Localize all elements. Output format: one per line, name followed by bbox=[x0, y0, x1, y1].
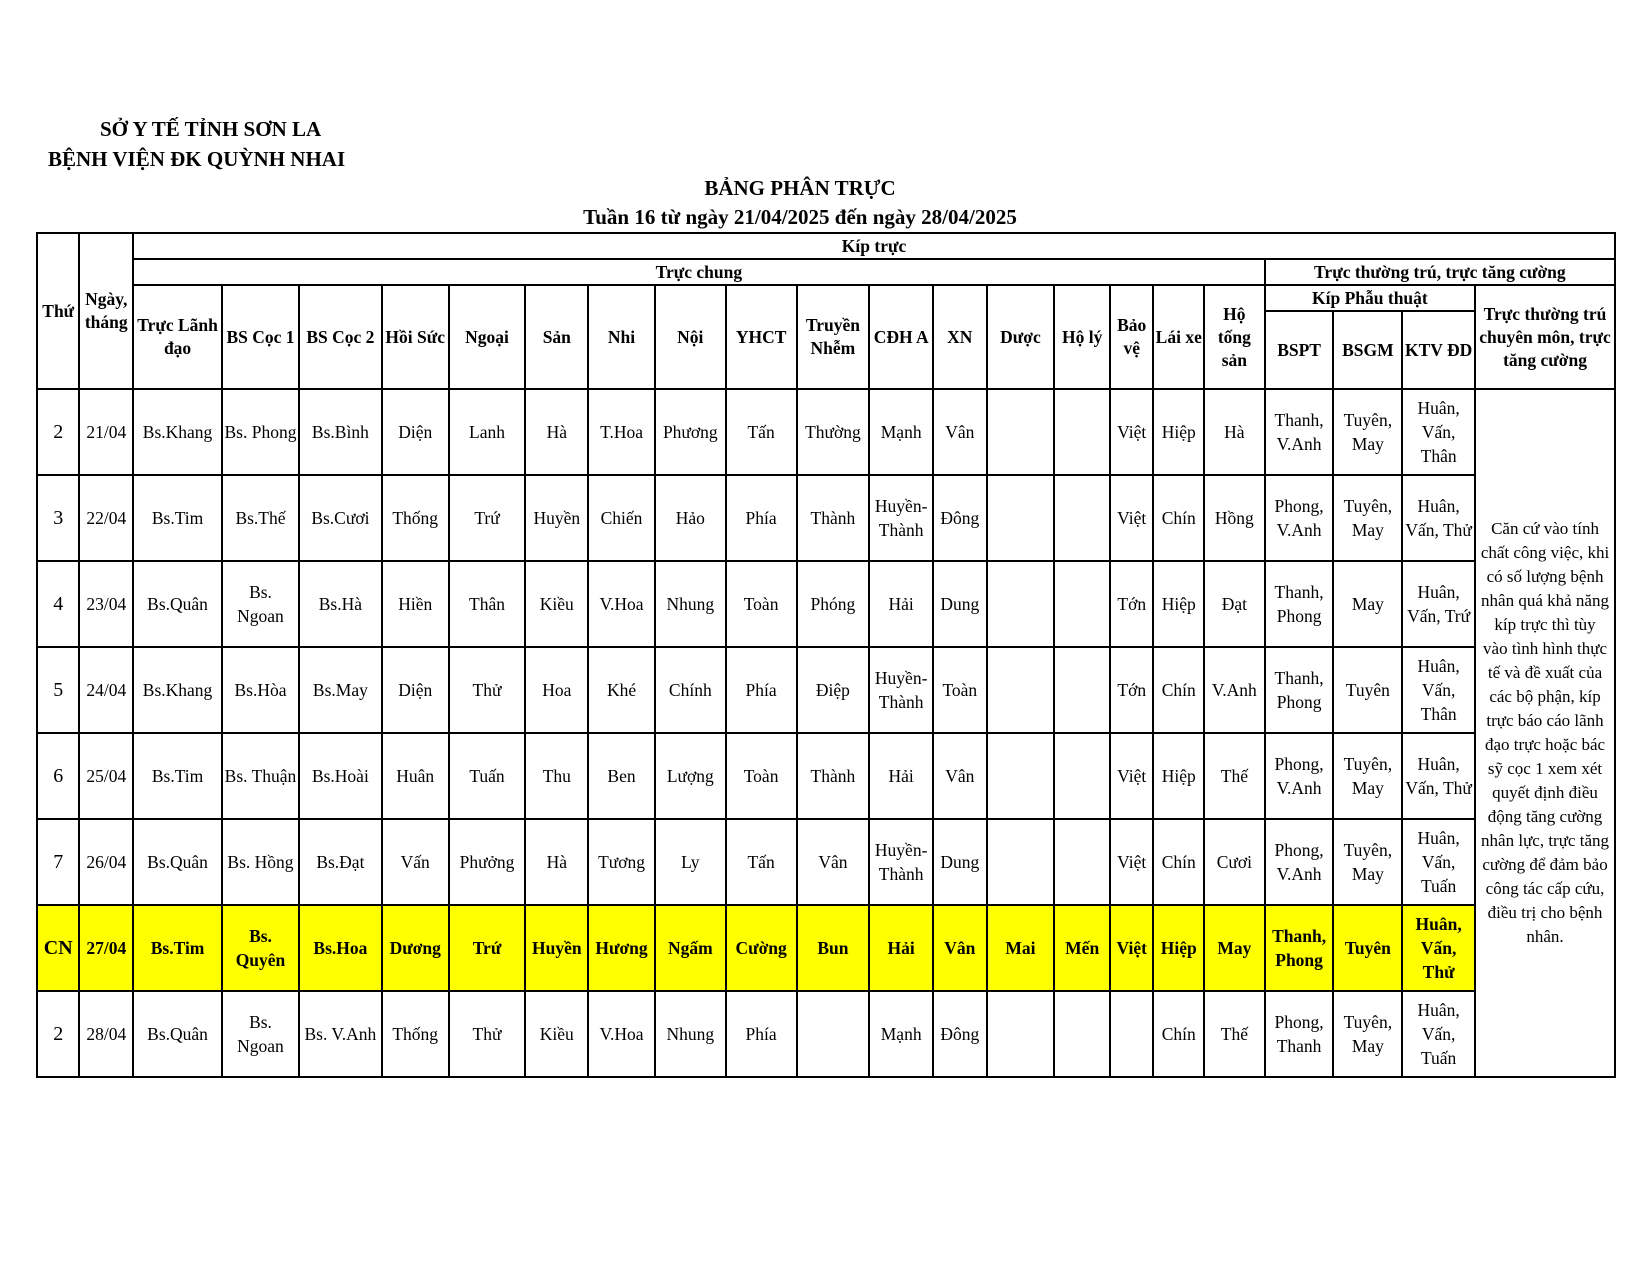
table-cell bbox=[1110, 991, 1153, 1077]
table-cell bbox=[987, 475, 1055, 561]
table-cell: Bs.Hòa bbox=[222, 647, 299, 733]
table-cell: Hiền bbox=[382, 561, 449, 647]
header-col: Truyền Nhễm bbox=[797, 285, 870, 389]
header-col: Ngoại bbox=[449, 285, 526, 389]
cell-ngay: 24/04 bbox=[79, 647, 133, 733]
table-cell: May bbox=[1204, 905, 1265, 991]
table-row bbox=[37, 733, 1615, 819]
cell-ngay: 28/04 bbox=[79, 991, 133, 1077]
cell-thu: CN bbox=[37, 905, 79, 991]
table-cell: Lanh bbox=[449, 389, 526, 475]
pt-cell: Thanh, V.Anh bbox=[1265, 389, 1334, 475]
table-cell: Việt bbox=[1110, 733, 1153, 819]
table-cell: Bs.Khang bbox=[133, 389, 222, 475]
table-cell: Phương bbox=[655, 389, 726, 475]
table-cell: V.Hoa bbox=[588, 561, 655, 647]
table-cell: Bs.Quân bbox=[133, 561, 222, 647]
table-cell: Huyền bbox=[525, 905, 588, 991]
pt-cell: Huân, Vấn, Tuấn bbox=[1402, 819, 1475, 905]
header-col: Trực Lãnh đạo bbox=[133, 285, 222, 389]
table-cell: Bs.Hoa bbox=[299, 905, 382, 991]
pt-cell: Tuyên, May bbox=[1333, 819, 1402, 905]
table-cell: Thân bbox=[449, 561, 526, 647]
org-line-1: SỞ Y TẾ TỈNH SƠN LA bbox=[100, 117, 322, 141]
pt-cell: Phong, V.Anh bbox=[1265, 475, 1334, 561]
cell-thu: 5 bbox=[37, 647, 79, 733]
table-cell: Cường bbox=[726, 905, 797, 991]
table-cell: Mạnh bbox=[869, 389, 933, 475]
pt-cell: Thanh, Phong bbox=[1265, 561, 1334, 647]
table-cell bbox=[987, 991, 1055, 1077]
table-cell: Bs.Khang bbox=[133, 647, 222, 733]
document-subtitle: Tuần 16 từ ngày 21/04/2025 đến ngày 28/04/2025 bbox=[583, 205, 1017, 229]
table-cell: Bs.Thế bbox=[222, 475, 299, 561]
table-cell: V.Hoa bbox=[588, 991, 655, 1077]
table-cell: Hoa bbox=[525, 647, 588, 733]
note-cell: Căn cứ vào tính chất công việc, khi có số lượng bệnh nhân quá khả năng kíp trực thì tùy vào tình hình thực tế và đề xuất của các bộ phận, kíp trực báo cáo lãnh đạo trực hoặc bác sỹ cọc 1 xem xét quyết định điều động tăng cường nhân lực, trực tăng cường để đảm bảo công tác cấp cứu, điều trị cho bệnh nhân. bbox=[1475, 389, 1615, 1077]
table-cell: Vân bbox=[933, 389, 987, 475]
header-col: Hồi Sức bbox=[382, 285, 449, 389]
table-cell bbox=[797, 991, 870, 1077]
header-pt-col: BSGM bbox=[1333, 311, 1402, 389]
table-cell: Diện bbox=[382, 647, 449, 733]
table-cell: Hải bbox=[869, 733, 933, 819]
table-cell: Bs.Quân bbox=[133, 819, 222, 905]
header-col: Nội bbox=[655, 285, 726, 389]
table-cell: Tấn bbox=[726, 819, 797, 905]
table-cell: Hiệp bbox=[1153, 905, 1204, 991]
pt-cell: Tuyên, May bbox=[1333, 475, 1402, 561]
table-cell: Huân bbox=[382, 733, 449, 819]
header-col: BS Cọc 2 bbox=[299, 285, 382, 389]
table-cell: Phía bbox=[726, 475, 797, 561]
cell-thu: 2 bbox=[37, 991, 79, 1077]
table-cell: Toàn bbox=[726, 561, 797, 647]
table-cell bbox=[1054, 561, 1110, 647]
table-cell: Lượng bbox=[655, 733, 726, 819]
table-cell: Kiều bbox=[525, 561, 588, 647]
table-cell: Bs.Quân bbox=[133, 991, 222, 1077]
table-cell: Bs.Tim bbox=[133, 905, 222, 991]
table-cell: Phóng bbox=[797, 561, 870, 647]
table-cell: Tấn bbox=[726, 389, 797, 475]
pt-cell: Huân, Vấn, Trứ bbox=[1402, 561, 1475, 647]
header-kip-phau-thuat: Kíp Phẫu thuật bbox=[1265, 285, 1475, 311]
table-row bbox=[37, 905, 1615, 991]
table-cell: Bs.Tim bbox=[133, 475, 222, 561]
table-cell: Dương bbox=[382, 905, 449, 991]
table-cell: Vân bbox=[933, 733, 987, 819]
table-cell: Vân bbox=[933, 905, 987, 991]
header-kip-truc: Kíp trực bbox=[133, 233, 1615, 259]
table-cell: Bs. Thuận bbox=[222, 733, 299, 819]
pt-cell: Huân, Vấn, Thân bbox=[1402, 647, 1475, 733]
table-cell: Toàn bbox=[726, 733, 797, 819]
cell-ngay: 22/04 bbox=[79, 475, 133, 561]
table-cell: Thành bbox=[797, 475, 870, 561]
table-cell: Bs. Ngoan bbox=[222, 561, 299, 647]
header-col: Lái xe bbox=[1153, 285, 1204, 389]
table-cell: Đông bbox=[933, 991, 987, 1077]
table-cell: Thử bbox=[449, 647, 526, 733]
pt-cell: Huân, Vấn, Tuấn bbox=[1402, 991, 1475, 1077]
cell-thu: 6 bbox=[37, 733, 79, 819]
pt-cell: Huân, Vấn, Thử bbox=[1402, 733, 1475, 819]
cell-ngay: 26/04 bbox=[79, 819, 133, 905]
header-col: Hộ lý bbox=[1054, 285, 1110, 389]
table-cell: Vân bbox=[797, 819, 870, 905]
table-cell: Thế bbox=[1204, 733, 1265, 819]
table-cell: Bs. Ngoan bbox=[222, 991, 299, 1077]
table-cell: Thường bbox=[797, 389, 870, 475]
table-cell: Mạnh bbox=[869, 991, 933, 1077]
header-truc-chung: Trực chung bbox=[133, 259, 1265, 285]
table-cell: Mai bbox=[987, 905, 1055, 991]
table-cell: Tớn bbox=[1110, 561, 1153, 647]
pt-cell: Tuyên, May bbox=[1333, 733, 1402, 819]
document-title: BẢNG PHÂN TRỰC bbox=[704, 176, 896, 200]
pt-cell: Tuyên bbox=[1333, 905, 1402, 991]
table-cell: Tương bbox=[588, 819, 655, 905]
table-cell: Huyền bbox=[525, 475, 588, 561]
table-cell bbox=[1054, 819, 1110, 905]
header-col: Nhi bbox=[588, 285, 655, 389]
table-cell: Trứ bbox=[449, 475, 526, 561]
table-cell: Chiến bbox=[588, 475, 655, 561]
table-cell: Điệp bbox=[797, 647, 870, 733]
cell-thu: 7 bbox=[37, 819, 79, 905]
table-cell: Mến bbox=[1054, 905, 1110, 991]
pt-cell: Tuyên, May bbox=[1333, 389, 1402, 475]
pt-cell: Tuyên, May bbox=[1333, 991, 1402, 1077]
table-cell: Ngấm bbox=[655, 905, 726, 991]
table-row bbox=[37, 819, 1615, 905]
pt-cell: Huân, Vấn, Thử bbox=[1402, 905, 1475, 991]
table-cell: Hiệp bbox=[1153, 389, 1204, 475]
table-cell bbox=[987, 389, 1055, 475]
header-col: Bảo vệ bbox=[1110, 285, 1153, 389]
table-cell: Hải bbox=[869, 905, 933, 991]
table-cell: Hà bbox=[1204, 389, 1265, 475]
cell-ngay: 21/04 bbox=[79, 389, 133, 475]
pt-cell: Huân, Vấn, Thân bbox=[1402, 389, 1475, 475]
table-cell: T.Hoa bbox=[588, 389, 655, 475]
table-cell: Thu bbox=[525, 733, 588, 819]
table-cell bbox=[1054, 475, 1110, 561]
table-cell: Vấn bbox=[382, 819, 449, 905]
table-cell bbox=[987, 561, 1055, 647]
table-cell: Tớn bbox=[1110, 647, 1153, 733]
table-cell: Bs. V.Anh bbox=[299, 991, 382, 1077]
table-cell: Hương bbox=[588, 905, 655, 991]
table-cell: Thử bbox=[449, 991, 526, 1077]
header-ngay: Ngày, tháng bbox=[79, 233, 133, 389]
header-col: BS Cọc 1 bbox=[222, 285, 299, 389]
table-cell: Hảo bbox=[655, 475, 726, 561]
table-row bbox=[37, 475, 1615, 561]
table-cell: Phía bbox=[726, 991, 797, 1077]
table-cell: Hồng bbox=[1204, 475, 1265, 561]
header-pt-col: BSPT bbox=[1265, 311, 1334, 389]
pt-cell: Tuyên bbox=[1333, 647, 1402, 733]
table-cell: Diện bbox=[382, 389, 449, 475]
pt-cell: Phong, V.Anh bbox=[1265, 819, 1334, 905]
table-cell: Hải bbox=[869, 561, 933, 647]
table-cell bbox=[1054, 733, 1110, 819]
table-cell: Bs.Bình bbox=[299, 389, 382, 475]
pt-cell: Huân, Vấn, Thử bbox=[1402, 475, 1475, 561]
header-col: CĐH A bbox=[869, 285, 933, 389]
pt-cell: May bbox=[1333, 561, 1402, 647]
cell-thu: 4 bbox=[37, 561, 79, 647]
table-cell: Huyền- Thành bbox=[869, 475, 933, 561]
table-cell: Hà bbox=[525, 389, 588, 475]
table-cell: Bs.Tim bbox=[133, 733, 222, 819]
table-cell: Chín bbox=[1153, 647, 1204, 733]
pt-cell: Phong, V.Anh bbox=[1265, 733, 1334, 819]
table-cell: Bs.Hoài bbox=[299, 733, 382, 819]
table-cell: V.Anh bbox=[1204, 647, 1265, 733]
table-cell: Dung bbox=[933, 819, 987, 905]
table-cell: Cươi bbox=[1204, 819, 1265, 905]
table-cell: Đông bbox=[933, 475, 987, 561]
table-cell: Kiều bbox=[525, 991, 588, 1077]
table-cell bbox=[1054, 389, 1110, 475]
table-cell bbox=[987, 819, 1055, 905]
table-cell: Bs.Cươi bbox=[299, 475, 382, 561]
table-cell: Bs.Đạt bbox=[299, 819, 382, 905]
table-cell: Thành bbox=[797, 733, 870, 819]
table-cell: Chín bbox=[1153, 475, 1204, 561]
table-cell: Phía bbox=[726, 647, 797, 733]
table-cell: Huyền- Thành bbox=[869, 819, 933, 905]
table-cell: Chín bbox=[1153, 819, 1204, 905]
table-cell: Ly bbox=[655, 819, 726, 905]
header-chuyen-mon: Trực thường trú chuyên môn, trực tăng cường bbox=[1475, 285, 1615, 389]
table-cell: Bs.Hà bbox=[299, 561, 382, 647]
cell-ngay: 23/04 bbox=[79, 561, 133, 647]
table-cell: Thống bbox=[382, 475, 449, 561]
table-cell: Bs.May bbox=[299, 647, 382, 733]
pt-cell: Phong, Thanh bbox=[1265, 991, 1334, 1077]
org-line-2: BỆNH VIỆN ĐK QUỲNH NHAI bbox=[48, 147, 346, 171]
pt-cell: Thanh, Phong bbox=[1265, 647, 1334, 733]
table-cell bbox=[1054, 991, 1110, 1077]
table-cell: Toàn bbox=[933, 647, 987, 733]
table-cell: Tuấn bbox=[449, 733, 526, 819]
header-col: Hộ tống sản bbox=[1204, 285, 1265, 389]
table-cell: Ben bbox=[588, 733, 655, 819]
header-col: YHCT bbox=[726, 285, 797, 389]
header-truc-thuong-tru: Trực thường trú, trực tăng cường bbox=[1265, 259, 1615, 285]
table-cell: Thế bbox=[1204, 991, 1265, 1077]
table-cell: Bs. Hồng bbox=[222, 819, 299, 905]
table-cell: Hà bbox=[525, 819, 588, 905]
table-cell: Nhung bbox=[655, 991, 726, 1077]
table-cell: Chính bbox=[655, 647, 726, 733]
table-cell: Việt bbox=[1110, 819, 1153, 905]
table-cell: Chín bbox=[1153, 991, 1204, 1077]
table-cell: Đạt bbox=[1204, 561, 1265, 647]
table-cell: Bs. Phong bbox=[222, 389, 299, 475]
table-cell: Phưởng bbox=[449, 819, 526, 905]
cell-ngay: 25/04 bbox=[79, 733, 133, 819]
cell-ngay: 27/04 bbox=[79, 905, 133, 991]
table-cell: Việt bbox=[1110, 905, 1153, 991]
header-pt-col: KTV ĐD bbox=[1402, 311, 1475, 389]
table-row bbox=[37, 647, 1615, 733]
header-col: Dược bbox=[987, 285, 1055, 389]
table-cell: Việt bbox=[1110, 475, 1153, 561]
table-cell: Bun bbox=[797, 905, 870, 991]
header-col: Sản bbox=[525, 285, 588, 389]
table-cell: Thống bbox=[382, 991, 449, 1077]
header-thu: Thứ bbox=[37, 233, 79, 389]
table-cell: Việt bbox=[1110, 389, 1153, 475]
table-cell: Trứ bbox=[449, 905, 526, 991]
table-cell: Nhung bbox=[655, 561, 726, 647]
duty-schedule-table bbox=[36, 232, 1616, 1078]
table-row bbox=[37, 389, 1615, 475]
header-col: XN bbox=[933, 285, 987, 389]
table-cell: Hiệp bbox=[1153, 733, 1204, 819]
table-cell: Bs. Quyên bbox=[222, 905, 299, 991]
table-cell bbox=[987, 733, 1055, 819]
table-cell bbox=[987, 647, 1055, 733]
table-cell: Hiệp bbox=[1153, 561, 1204, 647]
table-row bbox=[37, 561, 1615, 647]
table-cell: Khé bbox=[588, 647, 655, 733]
table-cell: Dung bbox=[933, 561, 987, 647]
table-cell bbox=[1054, 647, 1110, 733]
table-cell: Huyền- Thành bbox=[869, 647, 933, 733]
pt-cell: Thanh, Phong bbox=[1265, 905, 1334, 991]
cell-thu: 2 bbox=[37, 389, 79, 475]
cell-thu: 3 bbox=[37, 475, 79, 561]
table-row bbox=[37, 991, 1615, 1077]
